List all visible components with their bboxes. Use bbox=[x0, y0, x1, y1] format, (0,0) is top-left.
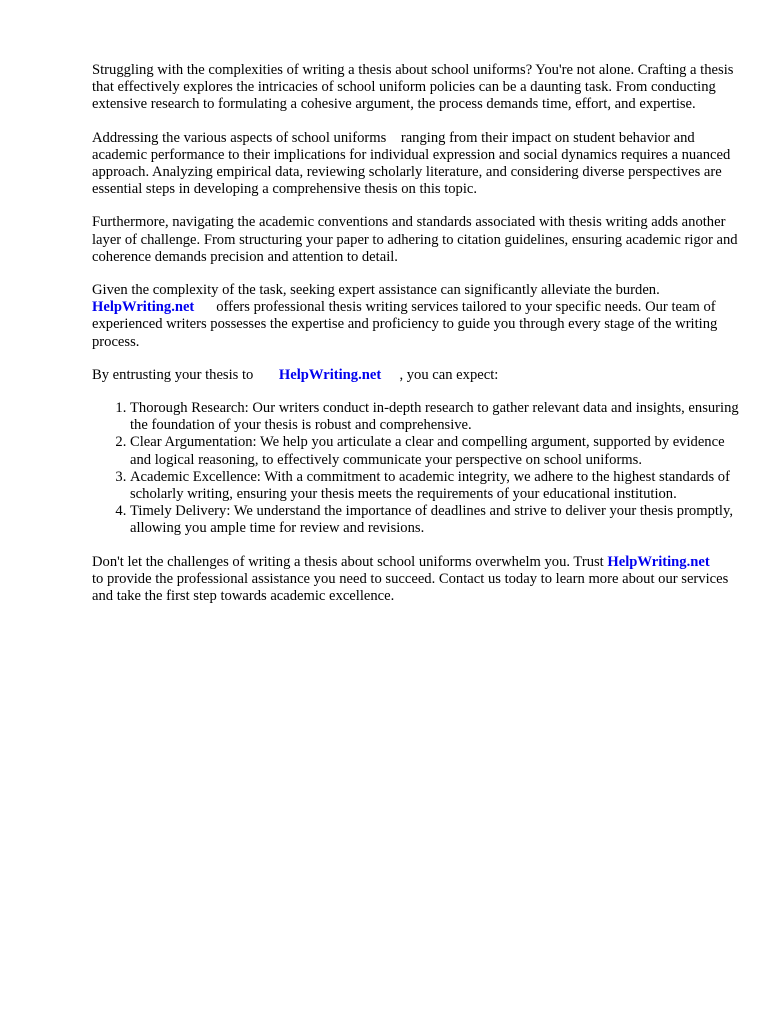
closing-paragraph bbox=[92, 554, 742, 606]
expect-text-after: , you can expect: bbox=[399, 366, 499, 383]
assistance-paragraph bbox=[92, 282, 742, 351]
benefits-list bbox=[92, 400, 742, 538]
helpwriting-link[interactable]: HelpWriting.net bbox=[92, 299, 195, 316]
list-item: 4. Timely Delivery: We understand the importance of deadlines and strive to deliver your thesis promptly, allowing you ample time for review and revisions. bbox=[130, 503, 742, 537]
closing-text-before: Don't let the challenges of writing a thesis about school uniforms overwhelm you. Trust bbox=[92, 553, 604, 570]
expect-paragraph bbox=[92, 367, 742, 384]
list-item: 1. Thorough Research: Our writers conduct in-depth research to gather relevant data and insights, ensuring the foundation of your thesis is robust and comprehensive. bbox=[130, 400, 742, 434]
expect-text-before: By entrusting your thesis to bbox=[92, 366, 254, 383]
conventions-paragraph: Furthermore, navigating the academic conventions and standards associated with thesis writing adds another layer of challenge. From structuring your paper to adhering to citation guidelines, ensuring academic rigor and coherence demands precision and attention to detail. bbox=[92, 214, 738, 265]
assistance-text-before: Given the complexity of the task, seeking expert assistance can significantly alleviate the burden. bbox=[92, 282, 660, 299]
aspects-paragraph: Addressing the various aspects of school uniforms ranging from their impact on student behavior and academic performance to their implications for individual expression and social dynamics requires a nuanced approach. Analyzing empirical data, reviewing scholarly literature, and considering diverse perspectives are essential steps in developing a comprehensive thesis on this topic. bbox=[92, 129, 734, 198]
document-body bbox=[92, 62, 742, 621]
closing-text-after: to provide the professional assistance you need to succeed. Contact us today to learn more about our services and take the first step towards academic excellence. bbox=[92, 570, 729, 605]
assistance-text-after: offers professional thesis writing services tailored to your specific needs. Our team of experienced writers possesses the expertise and proficiency to guide you through every stage of the writing process. bbox=[92, 299, 718, 350]
list-item: 2. Clear Argumentation: We help you articulate a clear and compelling argument, supported by evidence and logical reasoning, to effectively communicate your perspective on school uniforms. bbox=[130, 434, 742, 468]
helpwriting-link[interactable]: HelpWriting.net bbox=[278, 366, 382, 383]
helpwriting-link[interactable]: HelpWriting.net bbox=[607, 553, 710, 570]
list-item: 3. Academic Excellence: With a commitment to academic integrity, we adhere to the highest standards of scholarly writing, ensuring your thesis meets the requirements of your educational institution. bbox=[130, 469, 742, 503]
intro-paragraph: Struggling with the complexities of writing a thesis about school uniforms? You're not alone. Crafting a thesis that effectively explores the intricacies of school uniform policies can be a daunting task. From conducting extensive research to formulating a cohesive argument, the process demands time, effort, and expertise. bbox=[92, 62, 734, 113]
